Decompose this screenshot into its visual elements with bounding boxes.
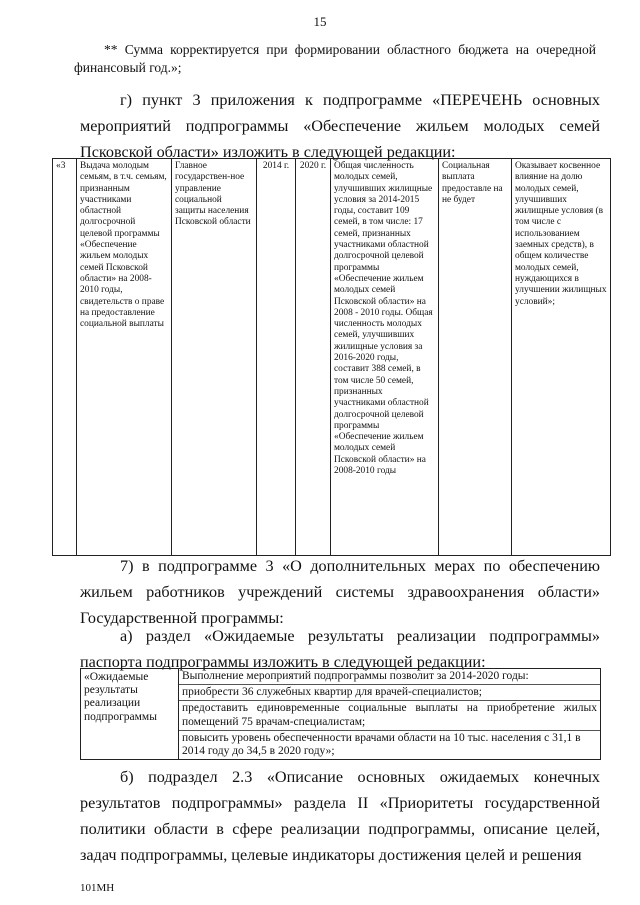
page-number: 15 [313,14,327,29]
result-line: повысить уровень обеспеченности врачами области на 10 тыс. населения с 31,1 в 2014 году до 34,5 в 2020 году»; [179,730,600,759]
paragraph-7: 7) в подпрограмме 3 «О дополнительных мерах по обеспечению жильем работников учреждений системы здравоохранения области» Государственной программы: [80,557,600,627]
cell-influence: Оказывает косвенное влияние на долю молодых семей, улучшивших жилищные условия (в том числе с использованием заемных средств), в общем количестве молодых семей, нуждающихся в улучшении жилищных условий»; [512,159,611,556]
cell-results [179,669,601,760]
result-line: приобрести 36 служебных квартир для врачей-специалистов; [179,684,600,700]
expected-results-table [80,668,601,760]
cell-start-year: 2014 г. [257,159,296,556]
cell-executor: Главное государствен-ное управление социальной защиты населения Псковской области [172,159,257,556]
cell-expected-result: Общая численность молодых семей, улучшивших жилищные условия за 2014-2015 годы, составит 109 семей, в том числе: 17 семей, признанных участниками областной долгосрочной целевой программы «Обеспечение жильем молодых семей Псковской области» на 2008 - 2010 годы. Общая численность молодых семей, улучшивших жилищные условия за 2016-2020 годы, составит 388 семей, в том числе 50 семей, признанных участниками областной долгосрочной целевой программы «Обеспечение жильем молодых семей Псковской области» на 2008-2010 годы [331,159,439,556]
cell-consequence: Социальная выплата предоставле на не будет [439,159,512,556]
table-row [53,159,611,556]
cell-number: «3 [53,159,77,556]
cell-end-year: 2020 г. [296,159,331,556]
cell-label: «Ожидаемые результаты реализации подпрограммы [81,669,179,760]
paragraph-a: а) раздел «Ожидаемые результаты реализации подпрограммы» паспорта подпрограммы изложить в следующей редакции: [80,627,600,671]
table-row [81,669,601,760]
events-table [52,158,611,556]
document-code: 101МН [80,882,115,894]
result-line: Выполнение мероприятий подпрограммы позволит за 2014-2020 годы: [182,670,529,682]
result-line: предоставить единовременные социальные выплаты на приобретение жилых помещений 75 врачам-специалистам; [179,700,600,729]
paragraph-g: г) пункт 3 приложения к подпрограмме «ПЕРЕЧЕНЬ основных мероприятий подпрограммы «Обеспечение жильем молодых семей Псковской области» изложить в следующей редакции: [80,91,600,161]
cell-event: Выдача молодым семьям, в т.ч. семьям, признанным участниками областной долгосрочной целевой программы «Обеспечение жильем молодых семей Псковской области» на 2008-2010 годы, свидетельств о праве на предоставление социальной выплаты [77,159,172,556]
paragraph-b: б) подраздел 2.3 «Описание основных ожидаемых конечных результатов подпрограммы» раздела II «Приоритеты государственной политики области в сфере реализации подпрограммы, описание целей, задач подпрограммы, целевые индикаторы достижения целей и решения [80,768,600,864]
footnote: ** Сумма корректируется при формировании областного бюджета на очередной финансовый год.»; [74,42,596,75]
